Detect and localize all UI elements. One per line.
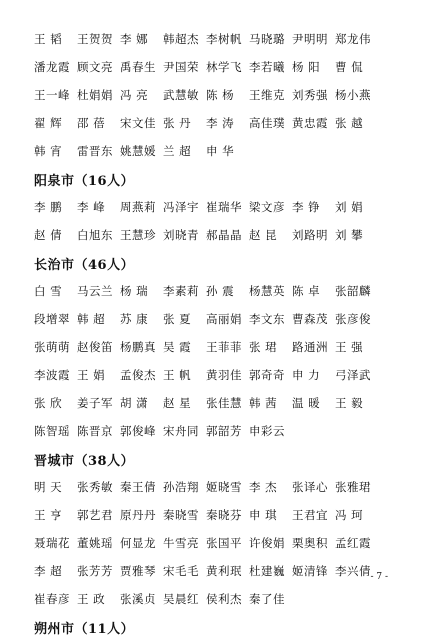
person-name: 孟红霞 <box>335 536 371 550</box>
person-name: 宋毛毛 <box>163 564 199 578</box>
person-name: 张 珺 <box>249 340 278 354</box>
person-name: 王贺贺 <box>77 32 113 46</box>
person-name: 贾雅琴 <box>120 564 156 578</box>
person-name: 周燕莉 <box>120 200 156 214</box>
person-name: 梁文彦 <box>249 200 285 214</box>
person-name: 王维克 <box>249 88 285 102</box>
person-name: 高丽娟 <box>206 312 242 326</box>
person-name: 刘 娟 <box>335 200 364 214</box>
name-row <box>34 501 404 529</box>
person-name: 李若曦 <box>249 60 285 74</box>
person-name: 刘路明 <box>292 228 328 242</box>
person-name: 顾文亮 <box>77 60 113 74</box>
person-name: 王 政 <box>77 592 106 606</box>
person-name: 崔瑞华 <box>206 200 242 214</box>
section-heading: 晋城市（38人） <box>34 453 135 469</box>
person-name: 尹明明 <box>292 32 328 46</box>
person-name: 张彦俊 <box>335 312 371 326</box>
person-name: 郝晶晶 <box>206 228 242 242</box>
person-name: 禹春生 <box>120 60 156 74</box>
person-name: 姚慧媛 <box>120 144 156 158</box>
person-name: 雷晋东 <box>77 144 113 158</box>
person-name: 秦王倩 <box>120 480 156 494</box>
person-name: 刘晓青 <box>163 228 199 242</box>
person-name: 王 娟 <box>77 368 106 382</box>
person-name: 秦晓芬 <box>206 508 242 522</box>
person-name: 白旭东 <box>77 228 113 242</box>
person-name: 侯利杰 <box>206 592 242 606</box>
name-row <box>34 109 404 137</box>
section-heading: 朔州市（11人） <box>34 621 135 637</box>
person-name: 尹国荣 <box>163 60 199 74</box>
person-name: 张 欣 <box>34 396 63 410</box>
person-name: 韩 宵 <box>34 144 63 158</box>
document-page <box>34 25 404 641</box>
person-name: 王 强 <box>335 340 364 354</box>
person-name: 秦晓雪 <box>163 508 199 522</box>
name-row <box>34 389 404 417</box>
name-row <box>34 53 404 81</box>
person-name: 杨慧英 <box>249 284 285 298</box>
person-name: 吴晨红 <box>163 592 199 606</box>
person-name: 曹 侃 <box>335 60 364 74</box>
person-name: 董姚瑶 <box>77 536 113 550</box>
person-name: 胡 潇 <box>120 396 149 410</box>
person-name: 翟 辉 <box>34 116 63 130</box>
person-name: 兰 超 <box>163 144 192 158</box>
person-name: 牛雪亮 <box>163 536 199 550</box>
person-name: 聂瑞花 <box>34 536 70 550</box>
person-name: 孙 震 <box>206 284 235 298</box>
name-row <box>34 81 404 109</box>
person-name: 申 力 <box>292 368 321 382</box>
name-row <box>34 277 404 305</box>
person-name: 段增翠 <box>34 312 70 326</box>
person-name: 赵俊笛 <box>77 340 113 354</box>
person-name: 原丹丹 <box>120 508 156 522</box>
person-name: 何显龙 <box>120 536 156 550</box>
person-name: 王一峰 <box>34 88 70 102</box>
person-name: 李素莉 <box>163 284 199 298</box>
person-name: 李 涛 <box>206 116 235 130</box>
person-name: 冯 亮 <box>120 88 149 102</box>
person-name: 曹森茂 <box>292 312 328 326</box>
person-name: 张国平 <box>206 536 242 550</box>
person-name: 张 越 <box>335 116 364 130</box>
name-row <box>34 221 404 249</box>
person-name: 黄忠霞 <box>292 116 328 130</box>
name-row <box>34 529 404 557</box>
person-name: 杨 阳 <box>292 60 321 74</box>
person-name: 马云兰 <box>77 284 113 298</box>
person-name: 姬晓雪 <box>206 480 242 494</box>
person-name: 李 娜 <box>120 32 149 46</box>
name-row <box>34 585 404 613</box>
person-name: 杨小燕 <box>335 88 371 102</box>
person-name: 张萌萌 <box>34 340 70 354</box>
person-name: 宋舟同 <box>163 424 199 438</box>
person-name: 杜娟娟 <box>77 88 113 102</box>
name-row <box>34 417 404 445</box>
person-name: 高佳璞 <box>249 116 285 130</box>
person-name: 王 毅 <box>335 396 364 410</box>
person-name: 杜建巍 <box>249 564 285 578</box>
person-name: 李 峰 <box>77 200 106 214</box>
person-name: 陈智瑶 <box>34 424 70 438</box>
person-name: 邵 蓓 <box>77 116 106 130</box>
person-name: 陈晋京 <box>77 424 113 438</box>
person-name: 冯 珂 <box>335 508 364 522</box>
person-name: 郭奇奇 <box>249 368 285 382</box>
person-name: 黄利珉 <box>206 564 242 578</box>
person-name: 冯泽宇 <box>163 200 199 214</box>
section-heading: 长治市（46人） <box>34 257 135 273</box>
person-name: 王 帆 <box>163 368 192 382</box>
person-name: 赵 昆 <box>249 228 278 242</box>
person-name: 申彩云 <box>249 424 285 438</box>
person-name: 申 琪 <box>249 508 278 522</box>
person-name: 黄羽佳 <box>206 368 242 382</box>
person-name: 姜子军 <box>77 396 113 410</box>
person-name: 张韶麟 <box>335 284 371 298</box>
person-name: 王菲菲 <box>206 340 242 354</box>
person-name: 陈 杨 <box>206 88 235 102</box>
person-name: 李 超 <box>34 564 63 578</box>
person-name: 郭俊峰 <box>120 424 156 438</box>
person-name: 李 杰 <box>249 480 278 494</box>
person-name: 张佳慧 <box>206 396 242 410</box>
person-name: 弓泽武 <box>335 368 371 382</box>
person-name: 张雅珺 <box>335 480 371 494</box>
person-name: 李树帆 <box>206 32 242 46</box>
person-name: 马晓璐 <box>249 32 285 46</box>
person-name: 申 华 <box>206 144 235 158</box>
person-name: 郑龙伟 <box>335 32 371 46</box>
person-name: 许俊娟 <box>249 536 285 550</box>
person-name: 温 暖 <box>292 396 321 410</box>
name-row <box>34 557 404 585</box>
person-name: 张 丹 <box>163 116 192 130</box>
person-name: 李兴倩 <box>335 564 371 578</box>
person-name: 吴 霞 <box>163 340 192 354</box>
person-name: 刘 攀 <box>335 228 364 242</box>
person-name: 李 铮 <box>292 200 321 214</box>
person-name: 王君宜 <box>292 508 328 522</box>
person-name: 陈 卓 <box>292 284 321 298</box>
name-row <box>34 25 404 53</box>
person-name: 郭艺君 <box>77 508 113 522</box>
person-name: 崔春彦 <box>34 592 70 606</box>
person-name: 王慧珍 <box>120 228 156 242</box>
person-name: 张 夏 <box>163 312 192 326</box>
person-name: 韩超杰 <box>163 32 199 46</box>
person-name: 张溪贞 <box>120 592 156 606</box>
person-name: 韩 超 <box>77 312 106 326</box>
section-heading: 阳泉市（16人） <box>34 173 135 189</box>
person-name: 李 鹏 <box>34 200 63 214</box>
person-name: 韩 茜 <box>249 396 278 410</box>
person-name: 林学飞 <box>206 60 242 74</box>
person-name: 张芳芳 <box>77 564 113 578</box>
page-number: - 7 - <box>370 572 388 582</box>
person-name: 孙浩翔 <box>163 480 199 494</box>
person-name: 武慧敏 <box>163 88 199 102</box>
person-name: 郭韶芳 <box>206 424 242 438</box>
person-name: 张译心 <box>292 480 328 494</box>
person-name: 路通洲 <box>292 340 328 354</box>
person-name: 苏 康 <box>120 312 149 326</box>
person-name: 赵 倩 <box>34 228 63 242</box>
name-row <box>34 473 404 501</box>
person-name: 赵 星 <box>163 396 192 410</box>
person-name: 白 雪 <box>34 284 63 298</box>
person-name: 刘秀强 <box>292 88 328 102</box>
name-row <box>34 193 404 221</box>
person-name: 宋文佳 <box>120 116 156 130</box>
person-name: 李波霞 <box>34 368 70 382</box>
person-name: 明 天 <box>34 480 63 494</box>
name-row <box>34 305 404 333</box>
person-name: 李文东 <box>249 312 285 326</box>
person-name: 潘龙霞 <box>34 60 70 74</box>
name-row <box>34 361 404 389</box>
person-name: 张秀敏 <box>77 480 113 494</box>
person-name: 栗奥积 <box>292 536 328 550</box>
person-name: 孟俊杰 <box>120 368 156 382</box>
name-row <box>34 333 404 361</box>
person-name: 秦了佳 <box>249 592 285 606</box>
person-name: 王 韬 <box>34 32 63 46</box>
person-name: 王 亨 <box>34 508 63 522</box>
name-row <box>34 137 404 165</box>
person-name: 姬清锋 <box>292 564 328 578</box>
person-name: 杨 瑞 <box>120 284 149 298</box>
person-name: 杨鹏真 <box>120 340 156 354</box>
